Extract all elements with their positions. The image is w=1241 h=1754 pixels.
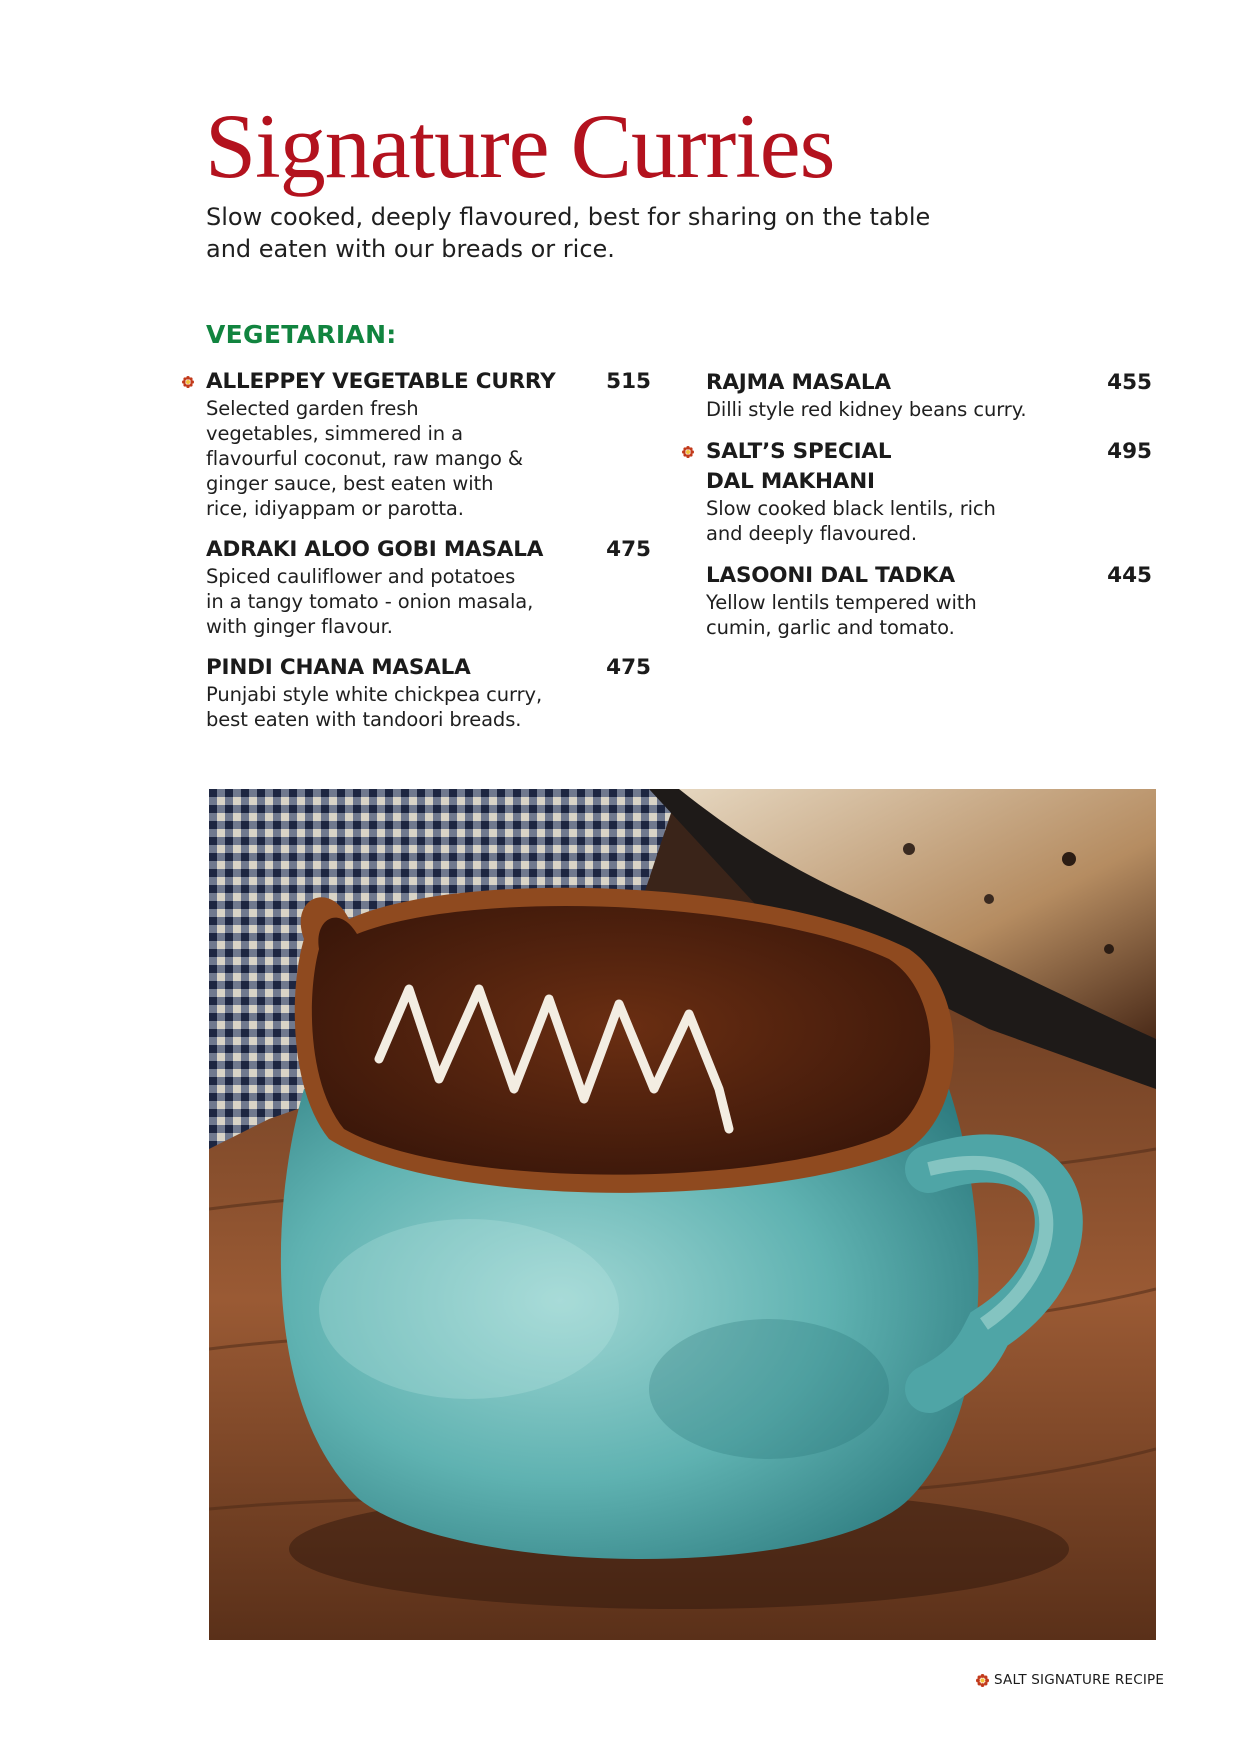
page-title: Signature Curries — [205, 95, 835, 197]
item-price: 455 — [1107, 370, 1152, 395]
signature-recipe-legend — [976, 1672, 1164, 1688]
menu-item — [706, 437, 1152, 546]
signature-flower-icon — [976, 1674, 989, 1687]
menu-item — [706, 561, 1152, 640]
item-name: ALLEPPEY VEGETABLE CURRY — [206, 369, 556, 394]
item-name: ADRAKI ALOO GOBI MASALA — [206, 537, 544, 562]
page-subtitle: Slow cooked, deeply flavoured, best for sharing on the table and eaten with our breads or rice. — [206, 203, 931, 263]
item-price: 475 — [606, 537, 651, 562]
section-heading-vegetarian: VEGETARIAN: — [206, 320, 397, 349]
menu-item — [206, 653, 651, 732]
menu-item — [206, 535, 651, 639]
menu-item — [706, 368, 1152, 422]
item-description: Slow cooked black lentils, rich and deeply flavoured. — [706, 497, 996, 545]
item-description: Selected garden fresh vegetables, simmered in a flavourful coconut, raw mango & ginger sauce, best eaten with rice, idiyappam or parotta. — [206, 397, 524, 520]
item-name-line-1: SALT’S SPECIAL — [706, 439, 892, 464]
item-price: 475 — [606, 655, 651, 680]
item-description: Dilli style red kidney beans curry. — [706, 398, 1027, 421]
item-name-line-2: DAL MAKHANI — [706, 469, 875, 494]
item-description: Spiced cauliflower and potatoes in a tangy tomato - onion masala, with ginger flavour. — [206, 565, 534, 638]
item-price: 445 — [1107, 563, 1152, 588]
menu-item — [206, 367, 651, 521]
signature-flower-icon — [682, 446, 694, 458]
item-description: Punjabi style white chickpea curry, best eaten with tandoori breads. — [206, 683, 543, 731]
item-price: 515 — [606, 369, 651, 394]
item-name: PINDI CHANA MASALA — [206, 655, 471, 680]
dal-makhani-photo — [209, 789, 1156, 1640]
legend-label: SALT SIGNATURE RECIPE — [994, 1672, 1165, 1688]
item-name: RAJMA MASALA — [706, 370, 891, 395]
item-name: LASOONI DAL TADKA — [706, 563, 955, 588]
dal-makhani-illustration — [209, 789, 1156, 1640]
signature-flower-icon — [182, 376, 194, 388]
item-price: 495 — [1107, 439, 1152, 464]
item-description: Yellow lentils tempered with cumin, garlic and tomato. — [706, 591, 977, 639]
